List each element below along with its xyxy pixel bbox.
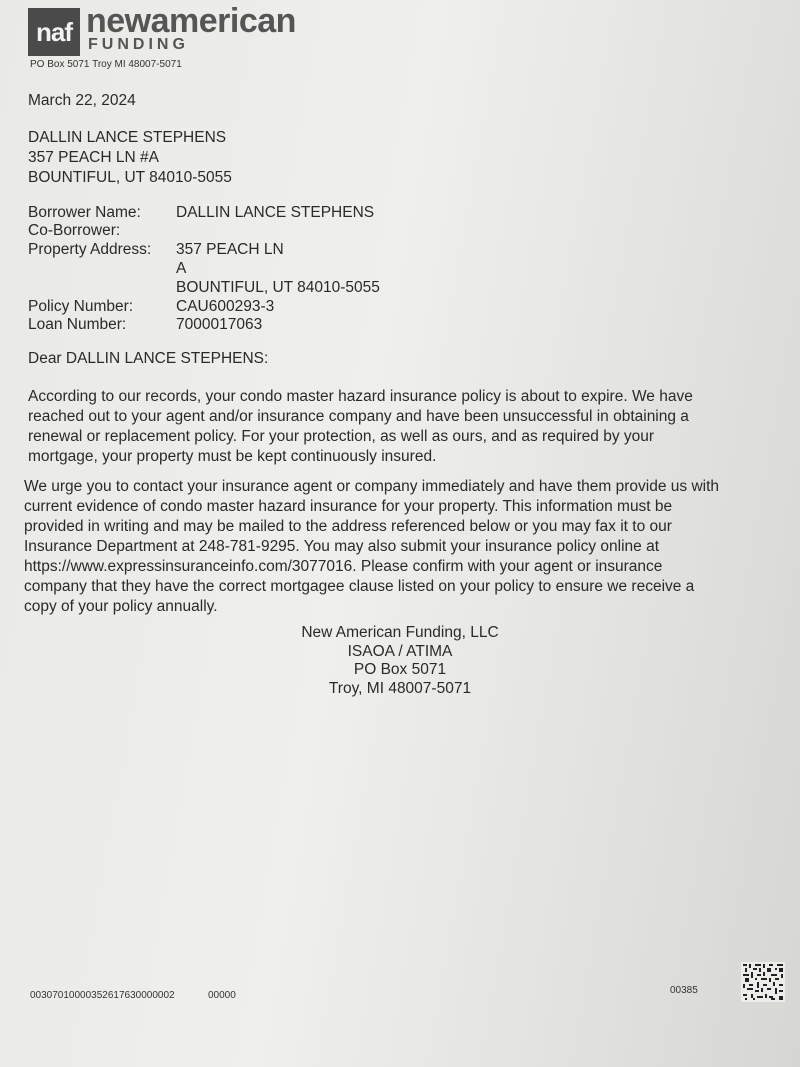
return-address: PO Box 5071 Troy MI 48007-5071 xyxy=(30,59,182,70)
paragraph-2 xyxy=(24,477,719,617)
paragraph-1-line: renewal or replacement policy. For your protection, as well as ours, and as required by your xyxy=(28,428,655,445)
policy-value: CAU600293-3 xyxy=(176,298,275,315)
paragraph-2-line: Insurance Department at 248-781-9295. You may also submit your insurance policy online at xyxy=(24,538,660,555)
recipient-address-line2: BOUNTIFUL, UT 84010-5055 xyxy=(28,169,232,186)
property-line1: 357 PEACH LN xyxy=(176,241,284,258)
loan-label: Loan Number: xyxy=(28,316,127,333)
paragraph-2-line: copy of your policy annually. xyxy=(24,598,218,615)
paragraph-1-line: reached out to your agent and/or insurance company and have been unsuccessful in obtaining a xyxy=(28,408,689,425)
paragraph-1-line: mortgage, your property must be kept continuously insured. xyxy=(28,448,437,465)
salutation: Dear DALLIN LANCE STEPHENS: xyxy=(28,350,269,367)
letter-date: March 22, 2024 xyxy=(28,92,136,109)
paragraph-2-line: current evidence of condo master hazard insurance for your property. This information must be xyxy=(24,498,673,515)
logo-mark xyxy=(28,8,80,56)
logo-brand: newamerican xyxy=(86,2,296,40)
paragraph-2-line: https://www.expressinsuranceinfo.com/3077016. Please confirm with your agent or insurance xyxy=(24,558,663,575)
signature-line1: New American Funding, LLC xyxy=(301,624,499,641)
recipient-name: DALLIN LANCE STEPHENS xyxy=(28,129,227,146)
paragraph-2-line: provided in writing and may be mailed to the address referenced below or you may fax it to our xyxy=(24,518,672,535)
loan-value: 7000017063 xyxy=(176,316,263,333)
signature-line2: ISAOA / ATIMA xyxy=(347,643,453,660)
footer-code-b: 00385 xyxy=(670,985,698,996)
logo-funding: FUNDING xyxy=(88,36,189,53)
property-label: Property Address: xyxy=(28,241,152,258)
borrower-value: DALLIN LANCE STEPHENS xyxy=(176,204,375,221)
paragraph-2-line: We urge you to contact your insurance agent or company immediately and have them provide us with xyxy=(24,478,720,495)
property-line3: BOUNTIFUL, UT 84010-5055 xyxy=(176,279,380,296)
borrower-label: Borrower Name: xyxy=(28,204,141,221)
policy-label: Policy Number: xyxy=(28,298,134,315)
qr-code-icon xyxy=(741,962,785,1002)
coborrower-label: Co-Borrower: xyxy=(28,222,121,239)
signature-line3: PO Box 5071 xyxy=(353,661,447,678)
paragraph-1-line: According to our records, your condo master hazard insurance policy is about to expire. We have xyxy=(28,388,693,405)
footer-code-a: 00000 xyxy=(208,990,236,1001)
recipient-address-line1: 357 PEACH LN #A xyxy=(28,149,159,166)
paragraph-2-line: company that they have the correct mortgagee clause listed on your policy to ensure we receive a xyxy=(24,578,695,595)
logo-mark-text: naf xyxy=(36,16,72,47)
paragraph-1 xyxy=(28,387,693,467)
property-line2: A xyxy=(176,260,187,277)
barcode-number: 00307010000352617630000002 xyxy=(30,990,175,1001)
signature-line4: Troy, MI 48007-5071 xyxy=(328,680,472,697)
